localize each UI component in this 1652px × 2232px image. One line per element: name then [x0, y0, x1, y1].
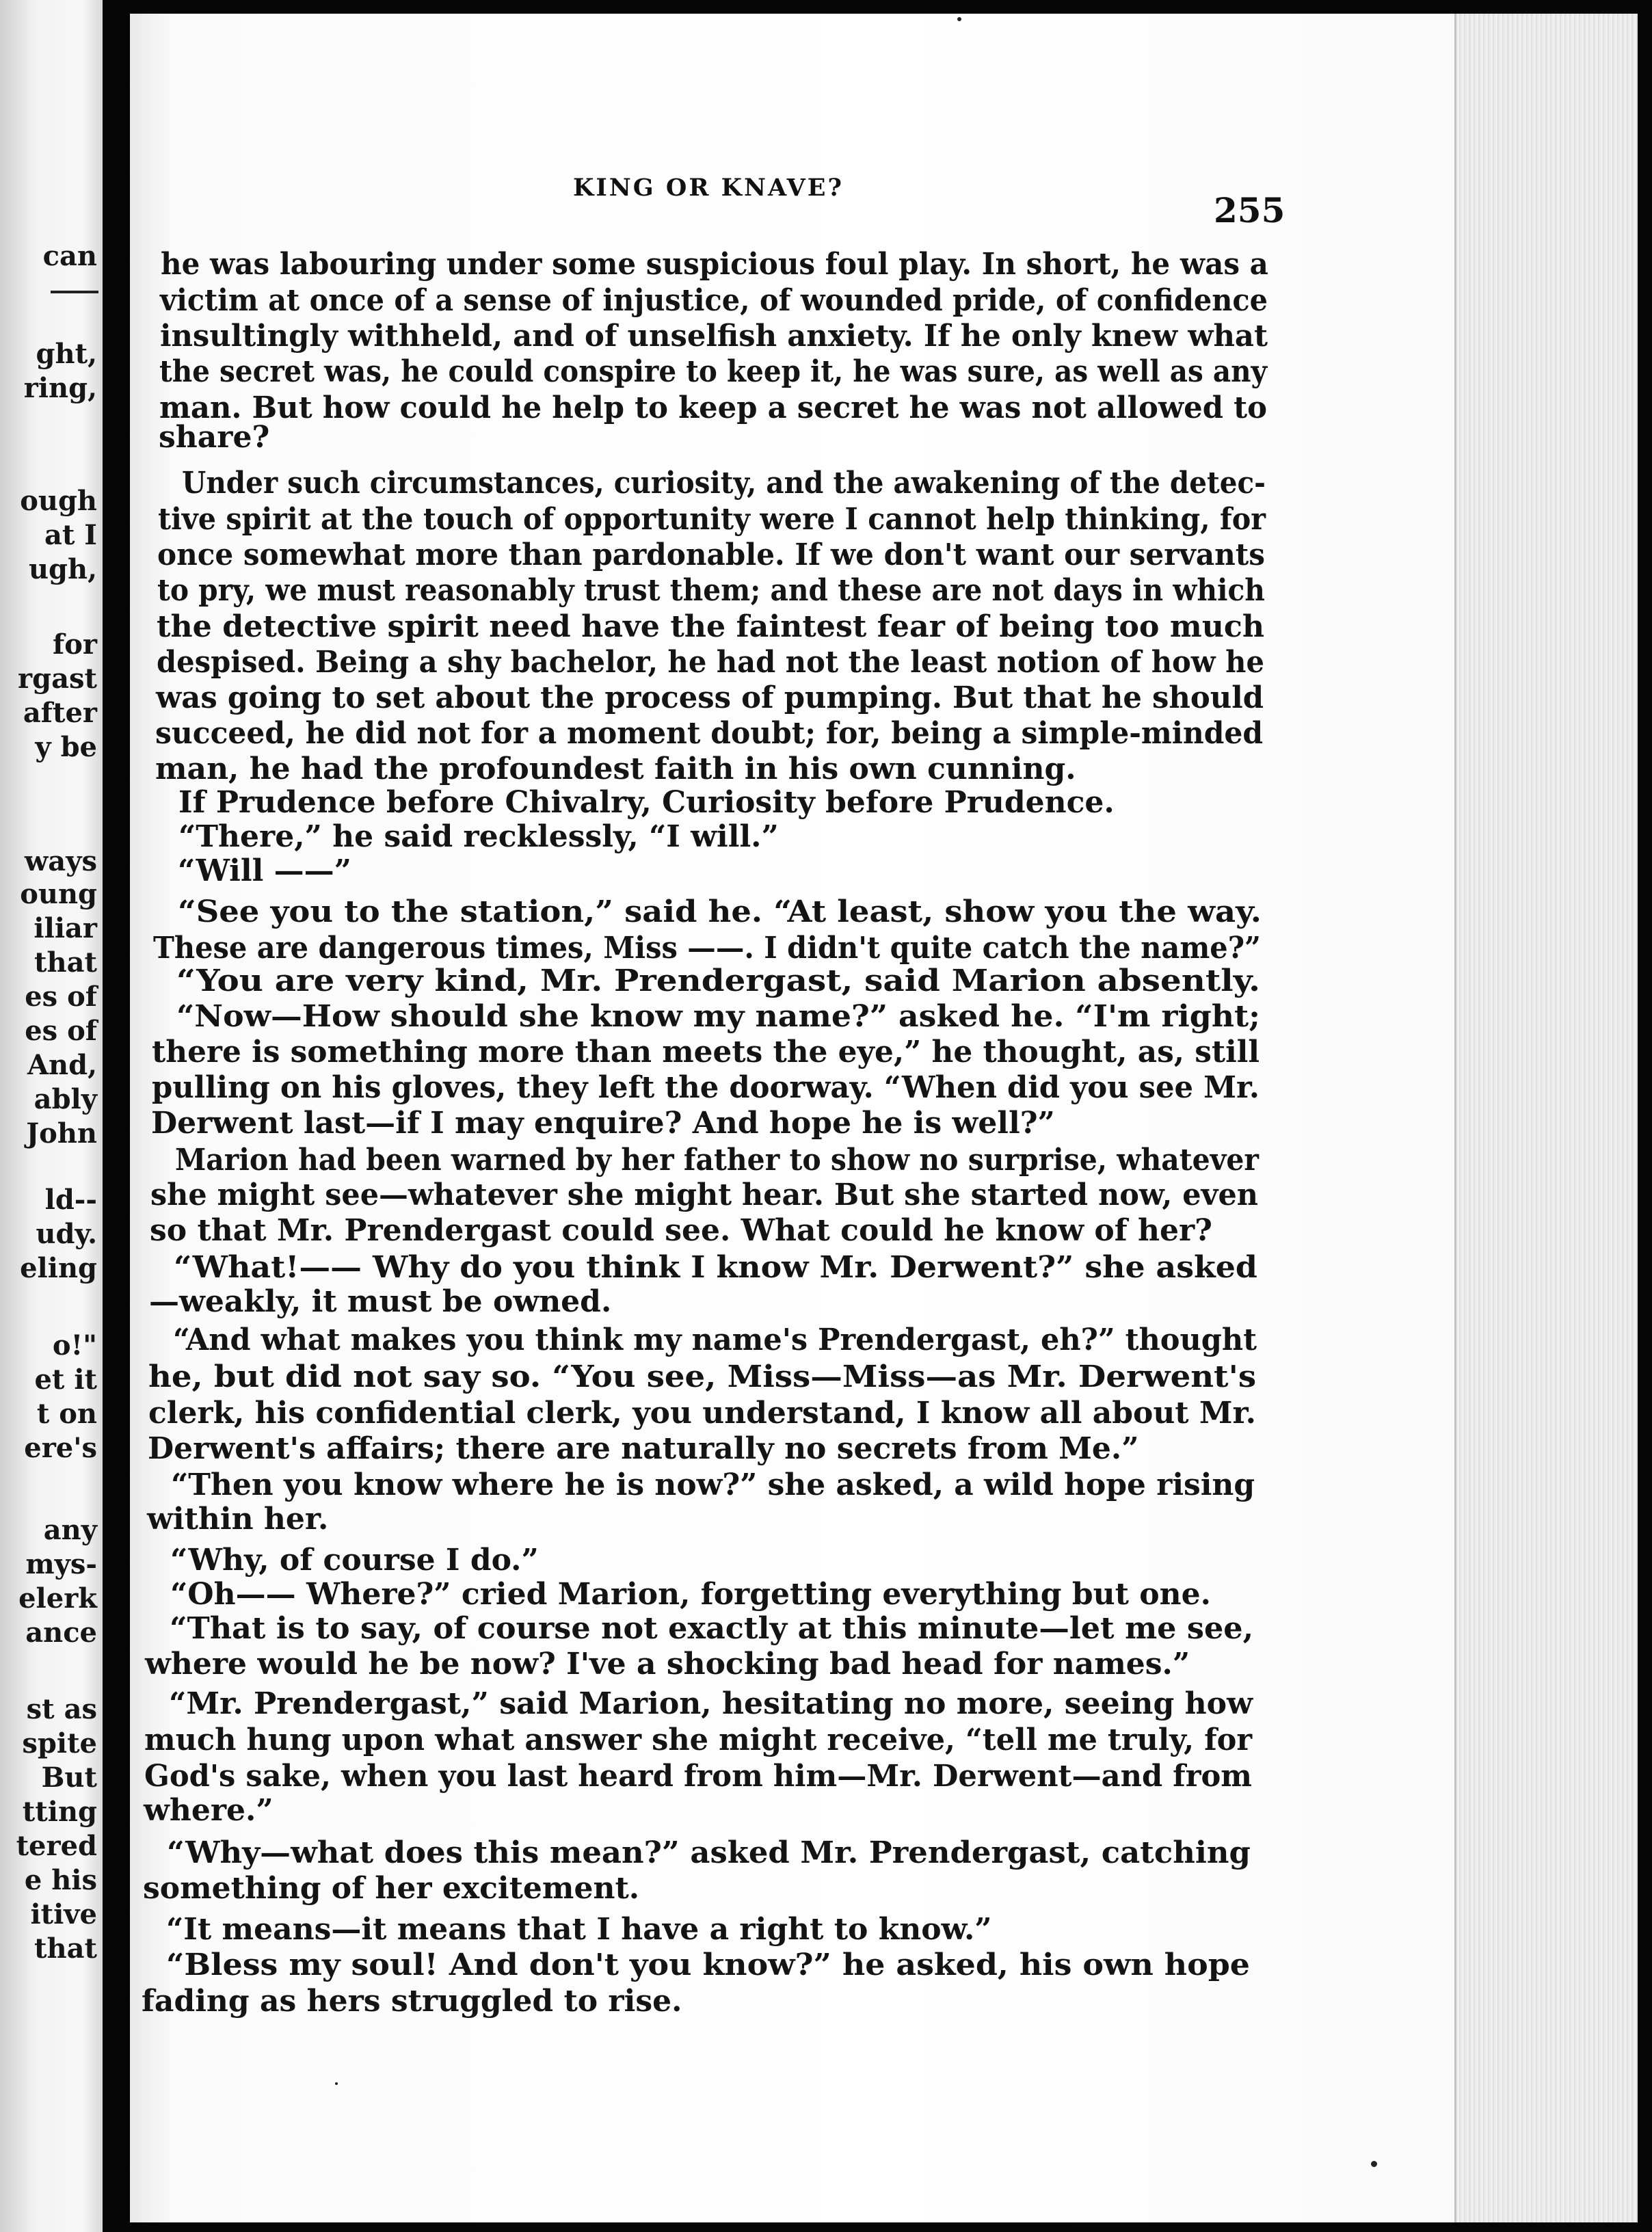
facing-page-fragment: John [26, 1117, 97, 1150]
text-line: where.” [144, 1793, 274, 1828]
text-line: once somewhat more than pardonable. If we don't want our servants [157, 537, 1265, 572]
text-line: man, he had the profoundest faith in his own cunning. [155, 752, 1076, 786]
facing-page-fragment: that [34, 946, 97, 979]
facing-page-fragment: mys- [25, 1548, 97, 1580]
ink-speck [1371, 2161, 1377, 2167]
text-line: there is something more than meets the eye,” he thought, as, still [152, 1035, 1260, 1070]
text-line: These are dangerous times, Miss ——. I didn't quite catch the name?” [153, 931, 1261, 966]
facing-page-fragment: after [23, 697, 97, 729]
ink-speck [335, 2082, 338, 2085]
running-title: KING OR KNAVE? [573, 174, 844, 202]
text-line: Under such circumstances, curiosity, and the awakening of the detec- [182, 466, 1266, 501]
text-line: within her. [147, 1502, 329, 1537]
facing-page-fragment: ld-- [44, 1184, 97, 1216]
text-line: so that Mr. Prendergast could see. What could he know of her? [150, 1213, 1212, 1248]
text-line: to pry, we must reasonably trust them; and these are not days in which [157, 573, 1265, 608]
facing-page-fragment: spite [22, 1727, 97, 1759]
facing-page-fragment: et it [34, 1364, 97, 1396]
facing-page-fragment: es of [25, 981, 97, 1013]
text-line: he, but did not say so. “You see, Miss—Miss—as Mr. Derwent's [148, 1359, 1257, 1394]
facing-page-fragment: ough [20, 485, 97, 517]
facing-page-fragment: at I [44, 519, 97, 551]
text-line: “Mr. Prendergast,” said Marion, hesitating no more, seeing how [169, 1686, 1253, 1721]
facing-page-fragment: can [42, 240, 97, 272]
text-line: pulling on his gloves, they left the doorway. “When did you see Mr. [152, 1070, 1260, 1105]
text-line: “Why—what does this mean?” asked Mr. Prendergast, catching [167, 1835, 1251, 1870]
facing-page-fragment: ere's [24, 1432, 97, 1464]
facing-page-fragment: e his [24, 1864, 97, 1896]
text-line: victim at once of a sense of injustice, of wounded pride, of confidence [160, 283, 1268, 318]
facing-page-fragment: udy. [36, 1218, 97, 1250]
text-line: Derwent's affairs; there are naturally no secrets from Me.” [148, 1431, 1139, 1466]
text-line: If Prudence before Chivalry, Curiosity before Prudence. [178, 785, 1115, 820]
text-line: “Then you know where he is now?” she asked, a wild hope rising [171, 1467, 1255, 1502]
text-line: she might see—whatever she might hear. But she started now, even [150, 1178, 1258, 1212]
text-line: clerk, his confidential clerk, you understand, I know all about Mr. [148, 1396, 1256, 1431]
text-line: “What!—— Why do you think I know Mr. Derwent?” she asked [174, 1250, 1257, 1285]
text-line: “See you to the station,” said he. “At least, show you the way. [178, 894, 1262, 929]
text-line: much hung upon what answer she might receive, “tell me truly, for [144, 1723, 1253, 1757]
facing-page-fragment: o!" [52, 1329, 97, 1361]
text-line: where would he be now? I've a shocking bad head for names.” [145, 1647, 1190, 1682]
facing-page-edge [0, 0, 103, 2232]
facing-page-fragment: But [41, 1762, 97, 1794]
facing-page-fragment: any [43, 1514, 97, 1546]
facing-page-fragment: ably [34, 1083, 97, 1115]
book-page [130, 14, 1638, 2222]
facing-page-fragment: oung [20, 878, 97, 910]
facing-page-fragment: t on [36, 1398, 97, 1430]
text-line: Derwent last—if I may enquire? And hope he is well?” [151, 1106, 1055, 1141]
facing-page-fragment: elerk [18, 1582, 97, 1615]
facing-page-fragment: ring, [23, 372, 97, 404]
facing-page-fragment: eling [20, 1252, 97, 1284]
page-edges-stack [1454, 14, 1638, 2222]
page-number: 255 [1214, 190, 1285, 230]
text-line: God's sake, when you last heard from him—Mr. Derwent—and from [144, 1759, 1252, 1794]
text-line: insultingly withheld, and of unselfish anxiety. If he only knew what [160, 319, 1268, 354]
text-line: succeed, he did not for a moment doubt; for, being a simple-minded [155, 716, 1264, 751]
text-line: “And what makes you think my name's Prendergast, eh?” thought [173, 1323, 1257, 1357]
text-line: “Oh—— Where?” cried Marion, forgetting everything but one. [170, 1577, 1211, 1612]
text-line: fading as hers struggled to rise. [142, 1984, 682, 2019]
text-line: “Now—How should she know my name?” asked he. “I'm right; [176, 999, 1261, 1034]
facing-page-fragment: for [53, 628, 97, 661]
facing-page-fragment: ance [25, 1617, 97, 1649]
text-line: “There,” he said recklessly, “I will.” [178, 819, 779, 854]
text-line: “Will ——” [178, 853, 351, 888]
facing-page-fragment: st as [26, 1693, 97, 1725]
facing-page-fragment: ugh, [28, 553, 97, 585]
facing-page-fragment: And, [27, 1049, 97, 1081]
facing-page-rule [51, 291, 98, 293]
facing-page-fragment: tting [22, 1796, 97, 1828]
text-line: something of her excitement. [143, 1871, 640, 1906]
text-line: —weakly, it must be owned. [149, 1284, 612, 1319]
facing-page-fragment: ght, [36, 338, 97, 370]
text-line: “It means—it means that I have a right to know.” [166, 1912, 992, 1947]
facing-page-fragment: iliar [34, 912, 97, 944]
text-line: he was labouring under some suspicious foul play. In short, he was a [161, 247, 1268, 282]
text-line: tive spirit at the touch of opportunity were I cannot help thinking, for [158, 502, 1266, 537]
text-line: “You are very kind, Mr. Prendergast, said Marion absently. [176, 964, 1260, 998]
text-line: was going to set about the process of pumping. But that he should [156, 680, 1264, 715]
text-line: man. But how could he help to keep a secret he was not allowed to [159, 390, 1267, 425]
text-line: despised. Being a shy bachelor, he had not the least notion of how he [157, 645, 1264, 680]
facing-page-fragment: es of [25, 1015, 97, 1047]
facing-page-fragment: rgast [18, 663, 97, 695]
text-line: the detective spirit need have the faintest fear of being too much [157, 609, 1265, 644]
facing-page-fragment: tered [16, 1830, 97, 1862]
facing-page-fragment: ways [24, 845, 97, 877]
ink-speck [957, 17, 961, 21]
text-line: share? [159, 420, 270, 455]
text-line: the secret was, he could conspire to keep it, he was sure, as well as any [159, 354, 1268, 389]
text-line: “That is to say, of course not exactly at this minute—let me see, [170, 1611, 1254, 1646]
facing-page-fragment: that [34, 1932, 97, 1965]
facing-page-fragment: itive [30, 1898, 97, 1930]
text-line: “Why, of course I do.” [170, 1543, 539, 1578]
text-line: “Bless my soul! And don't you know?” he asked, his own hope [166, 1948, 1250, 1982]
text-line: Marion had been warned by her father to show no surprise, whatever [175, 1143, 1259, 1178]
facing-page-fragment: y be [35, 731, 97, 763]
